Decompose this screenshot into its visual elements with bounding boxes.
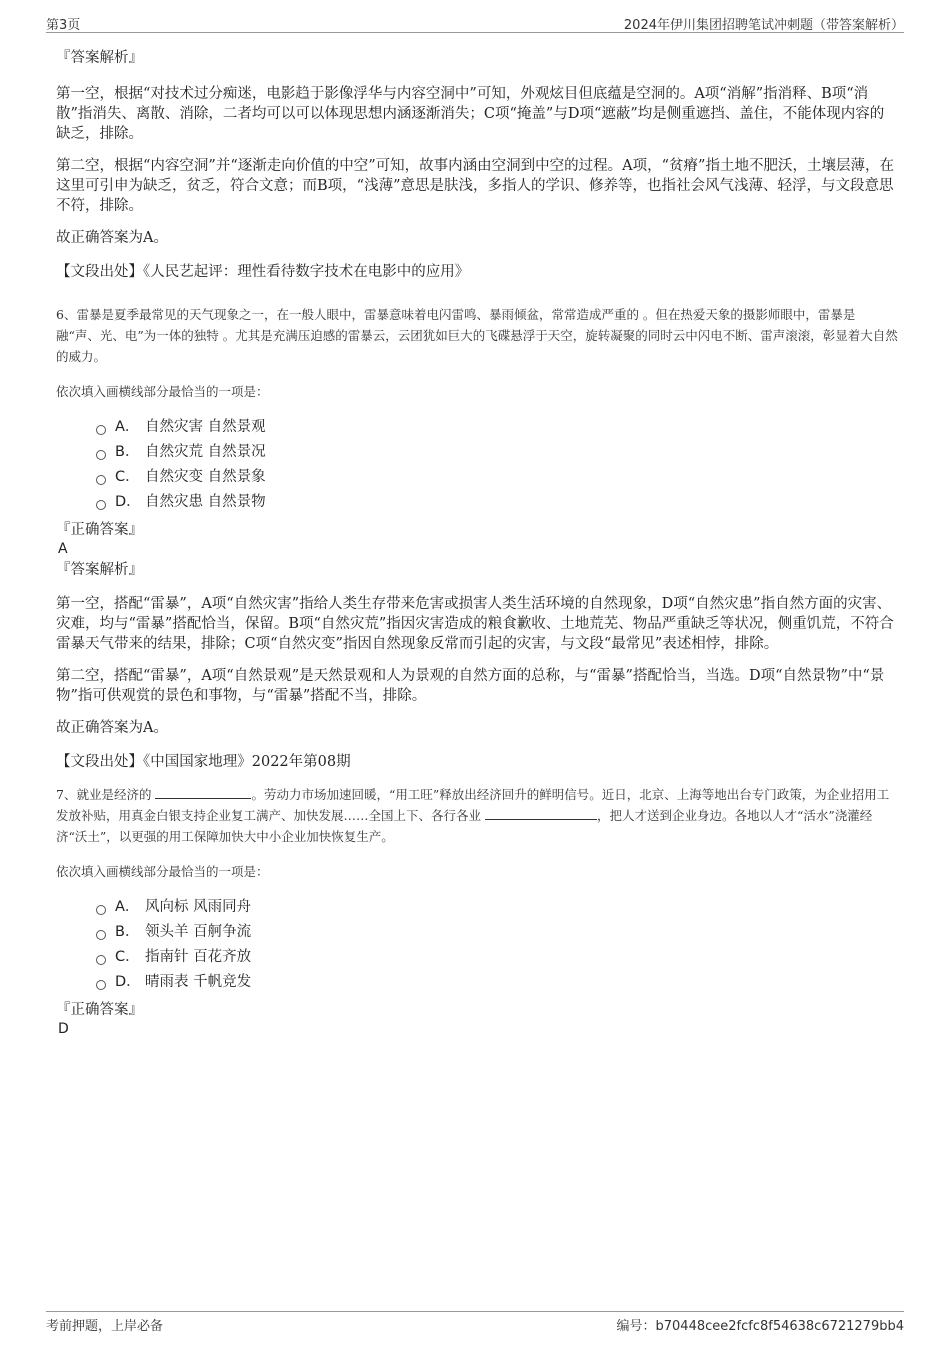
option-c[interactable]: C． 指南针 百花齐放 [96, 944, 898, 969]
source-citation: 【文段出处】《人民艺起评：理性看待数字技术在电影中的应用》 [56, 264, 470, 280]
correct-answer: D [58, 1021, 69, 1037]
analysis-label: 『答案解析』 [56, 562, 143, 578]
option-a[interactable]: A． 自然灾害 自然景观 [96, 414, 898, 439]
page-content [56, 44, 898, 1038]
option-c[interactable]: C． 自然灾变 自然景象 [96, 464, 898, 489]
analysis-label: 『答案解析』 [56, 50, 143, 66]
question-stem: 6、雷暴是夏季最常见的天气现象之一，在一般人眼中，雷暴意味着电闪雷鸣、暴雨倾盆，常常造成严重的 。但在热爱天象的摄影师眼中，雷暴是融“声、光、电”为一体的独特 。尤其是充满压迫感的雷暴云，云团犹如巨大的飞碟悬浮于天空，旋转凝聚的同时云中闪电不断、雷声滚滚，彰显着大自然的威力。 [56, 307, 898, 364]
option-list [96, 414, 898, 514]
analysis-paragraph: 第二空，根据“内容空洞”并“逐渐走向价值的中空”可知，故事内涵由空洞到中空的过程。A项，“贫瘠”指土地不肥沃，土壤层薄，在这里可引申为缺乏，贫乏，符合文意；而B项，“浅薄”意思是肤浅，多指人的学识、修养等，也指社会风气浅薄、轻浮，与文段意思不符，排除。 [56, 158, 894, 214]
document-title: 2024年伊川集团招聘笔试冲刺题（带答案解析） [623, 18, 904, 33]
footer-slogan: 考前押题，上岸必备 [46, 1319, 164, 1334]
answer-blank [155, 786, 251, 799]
radio-icon[interactable] [96, 980, 106, 990]
analysis-paragraph: 第一空，搭配“雷暴”，A项“自然灾害”指给人类生存带来危害或损害人类生活环境的自然现象，D项“自然灾患”指自然方面的灾害、灾难，均与“雷暴”搭配恰当，保留。B项“自然灾荒”指因灾害造成的粮食歉收、土地荒芜、物品严重缺乏等状况，侧重饥荒，不符合雷暴天气带来的结果，排除；C项“自然灾变”指因自然现象反常而引起的灾害，与文段“最常见”表述相悖，排除。 [56, 596, 894, 652]
correct-answer-label: 『正确答案』 [56, 1002, 143, 1018]
option-a[interactable]: A． 风向标 风雨同舟 [96, 894, 898, 919]
page-footer [46, 1311, 904, 1332]
radio-icon[interactable] [96, 905, 106, 915]
analysis-paragraph: 第二空，搭配“雷暴”，A项“自然景观”是天然景观和人为景观的自然方面的总称，与“雷暴”搭配恰当，当选。D项“自然景物”中“景物”指可供观赏的景色和事物，与“雷暴”搭配不当，排除。 [56, 668, 885, 704]
source-citation: 【文段出处】《中国国家地理》2022年第08期 [56, 754, 351, 770]
page-header [46, 14, 904, 33]
option-list [96, 894, 898, 994]
question-instruction: 依次填入画横线部分最恰当的一项是： [56, 384, 269, 399]
conclusion: 故正确答案为A。 [56, 720, 168, 736]
correct-answer-label: 『正确答案』 [56, 522, 143, 538]
page-number: 第3页 [46, 18, 81, 33]
option-b[interactable]: B． 自然灾荒 自然景况 [96, 439, 898, 464]
conclusion: 故正确答案为A。 [56, 230, 168, 246]
question-stem: 7、就业是经济的 。劳动力市场加速回暖，“用工旺”释放出经济回升的鲜明信号。近日，北京、上海等地出台专门政策，为企业招用工发放补贴，用真金白银支持企业复工满产、加快发展……全国上下、各行各业 ，把人才送到企业身边。各地以人才“活水”浇灌经济“沃土”，以更强的用工保障加快大中小企业加快恢复生产。 [56, 787, 890, 844]
radio-icon[interactable] [96, 475, 106, 485]
radio-icon[interactable] [96, 930, 106, 940]
analysis-paragraph: 第一空，根据“对技术过分痴迷，电影趋于影像浮华与内容空洞中”可知，外观炫目但底蕴是空洞的。A项“消解”指消释、B项“消散”指消失、离散、消除，二者均可以可以体现思想内涵逐渐消失；C项“掩盖”与D项“遮蔽”均是侧重遮挡、盖住，不能体现内容的缺乏，排除。 [56, 86, 885, 142]
radio-icon[interactable] [96, 425, 106, 435]
answer-blank [485, 807, 597, 820]
option-d[interactable]: D． 晴雨表 千帆竞发 [96, 969, 898, 994]
radio-icon[interactable] [96, 500, 106, 510]
document-id: 编号：b70448cee2fcfc8f54638c6721279bb4 [616, 1319, 904, 1334]
radio-icon[interactable] [96, 955, 106, 965]
option-d[interactable]: D． 自然灾患 自然景物 [96, 489, 898, 514]
question-instruction: 依次填入画横线部分最恰当的一项是： [56, 864, 269, 879]
correct-answer: A [58, 541, 68, 557]
option-b[interactable]: B． 领头羊 百舸争流 [96, 919, 898, 944]
radio-icon[interactable] [96, 450, 106, 460]
